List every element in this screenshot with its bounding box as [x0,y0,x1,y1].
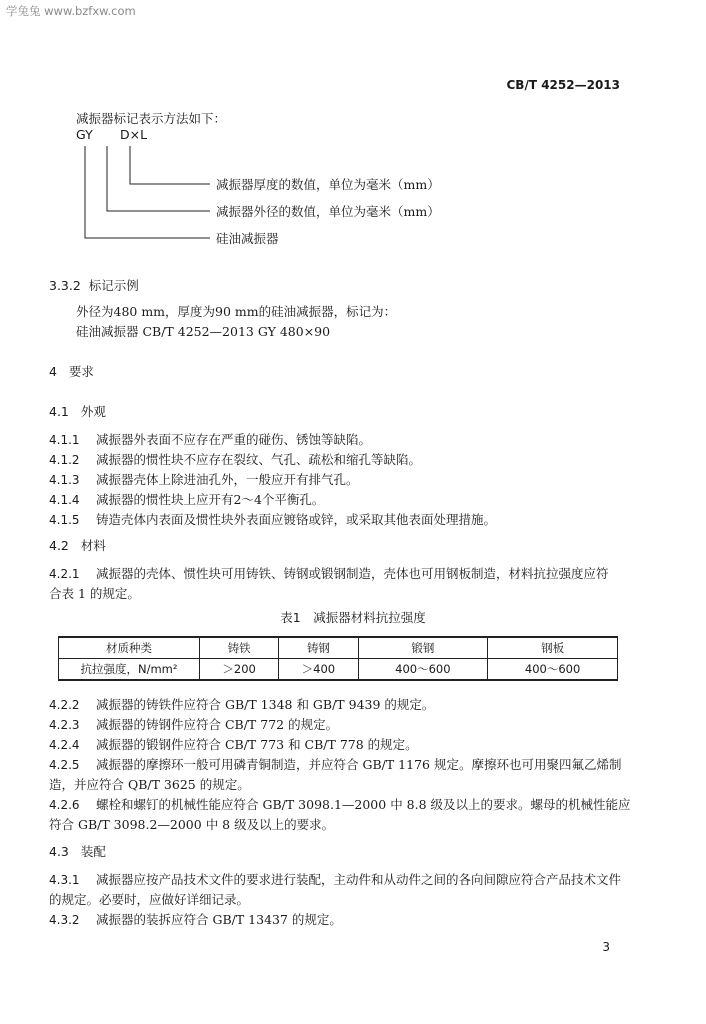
paragraph-text: 减振器的装拆应符合 GB/T 13437 的规定。 [96,912,342,927]
item-number: 4.1.2 [49,453,80,467]
marking-code-dl: D×L [120,127,148,142]
item-number: 4.3.2 [49,913,80,927]
paragraph-text: 减振器应按产品技术文件的要求进行装配，主动件和从动件之间的各向间隙应符合产品技术文件 [96,872,622,887]
item-text: 减振器外表面不应存在严重的碰伤、锈蚀等缺陷。 [96,432,372,447]
item-number: 4.1.3 [49,473,80,487]
table-header-cell: 铸钢 [279,637,358,659]
paragraph-text: 螺栓和螺钉的机械性能应符合 GB/T 3098.1—2000 中 8.8 级及以上的要求。螺母的机械性能应 [96,797,631,812]
leader-line-type [85,146,210,238]
table-header-cell: 铸铁 [200,637,279,659]
paragraph-4-2-6-line-1 [49,795,631,813]
paragraph-4-2-5-line-1 [49,755,621,773]
table-cell: 抗拉强度，N/mm² [59,659,200,681]
table-header-row [59,637,618,659]
section-title: 装配 [80,844,106,859]
section-4-1-heading [49,402,106,420]
section-title: 标记示例 [88,278,139,293]
paragraph-text: 减振器的摩擦环一般可用磷青铜制造，并应符合 GB/T 1176 规定。摩擦环也可用聚四氟乙烯制 [96,757,622,772]
paragraph-4-2-5-line-2: 造，并应符合 QB/T 3625 的规定。 [49,777,250,792]
table-caption: 表1 减振器材料抗拉强度 [280,610,426,625]
standard-number: CB/T 4252—2013 [506,78,620,92]
item-text: 铸造壳体内表面及惯性块外表面应镀铬或锌，或采取其他表面处理措施。 [96,512,497,527]
paragraph-4-2-6-line-2: 符合 GB/T 3098.2—2000 中 8 级及以上的要求。 [49,817,335,832]
item-number: 4.1.1 [49,433,80,447]
paragraph-4-3-1-line-2: 的规定。必要时，应做好详细记录。 [49,892,250,907]
material-strength-table [58,636,618,681]
section-4-2-heading [49,536,106,554]
section-title: 材料 [80,538,106,553]
label-type: 硅油减振器 [216,231,279,246]
section-number: 4 [49,364,57,379]
item-text: 减振器的惯性块上应开有2～4个平衡孔。 [96,492,325,507]
paragraph-4-3-2 [49,910,342,928]
item-number: 4.3.1 [49,873,80,887]
section-number: 4.2 [49,538,69,553]
list-item [49,490,324,508]
page-number: 3 [602,940,610,954]
table-cell: ＞400 [279,659,358,681]
paragraph-4-2-1-line-1 [49,564,609,582]
section-title: 要求 [68,364,94,379]
paragraph-4-3-1-line-1 [49,870,621,888]
leader-line-diameter [107,146,210,211]
table-header-cell: 材质种类 [59,637,200,659]
item-number: 4.1.5 [49,513,80,527]
section-3-3-2-heading [49,276,139,294]
label-diameter: 减振器外径的数值，单位为毫米（mm） [216,204,440,219]
marking-code-gy: GY [76,127,93,142]
item-number: 4.1.4 [49,493,80,507]
list-item [49,470,359,488]
table-cell: 400～600 [358,659,488,681]
paragraph-text: 减振器的锻钢件应符合 CB/T 773 和 CB/T 778 的规定。 [96,737,418,752]
section-title: 外观 [80,404,106,419]
example-line-1: 外径为480 mm，厚度为90 mm的硅油减振器，标记为： [76,304,397,319]
leader-line-thickness [130,146,210,184]
item-text: 减振器壳体上除进油孔外，一般应开有排气孔。 [96,472,359,487]
paragraph-4-2-4 [49,735,418,753]
paragraph-4-2-2 [49,695,434,713]
paragraph-text: 减振器的壳体、惯性块可用铸铁、铸钢或锻钢制造，壳体也可用钢板制造，材料抗拉强度应符 [96,566,609,581]
paragraph-text: 减振器的铸钢件应符合 CB/T 772 的规定。 [96,717,339,732]
list-item [49,450,421,468]
item-number: 4.2.5 [49,758,80,772]
item-number: 4.2.4 [49,738,80,752]
label-thickness: 减振器厚度的数值，单位为毫米（mm） [216,177,440,192]
example-line-2: 硅油减振器 CB/T 4252—2013 GY 480×90 [76,324,331,339]
table-cell: 400～600 [488,659,618,681]
item-number: 4.2.1 [49,567,80,581]
section-number: 3.3.2 [49,278,81,293]
list-item [49,430,371,448]
paragraph-text: 减振器的铸铁件应符合 GB/T 1348 和 GB/T 9439 的规定。 [96,697,435,712]
item-number: 4.2.3 [49,718,80,732]
watermark: 学兔兔 www.bzfxw.com [6,4,136,18]
section-number: 4.3 [49,844,69,859]
table-header-cell: 锻钢 [358,637,488,659]
marking-intro: 减振器标记表示方法如下： [76,111,227,126]
marking-diagram-lines [0,0,706,260]
paragraph-4-2-3 [49,715,338,733]
table-row [59,659,618,681]
list-item [49,510,496,528]
item-number: 4.2.2 [49,698,80,712]
section-number: 4.1 [49,404,69,419]
section-4-heading [49,362,94,380]
table-header-cell: 钢板 [488,637,618,659]
table-cell: ＞200 [200,659,279,681]
section-4-3-heading [49,842,106,860]
item-text: 减振器的惯性块不应存在裂纹、气孔、疏松和缩孔等缺陷。 [96,452,422,467]
paragraph-4-2-1-line-2: 合表 1 的规定。 [49,586,140,601]
item-number: 4.2.6 [49,798,80,812]
